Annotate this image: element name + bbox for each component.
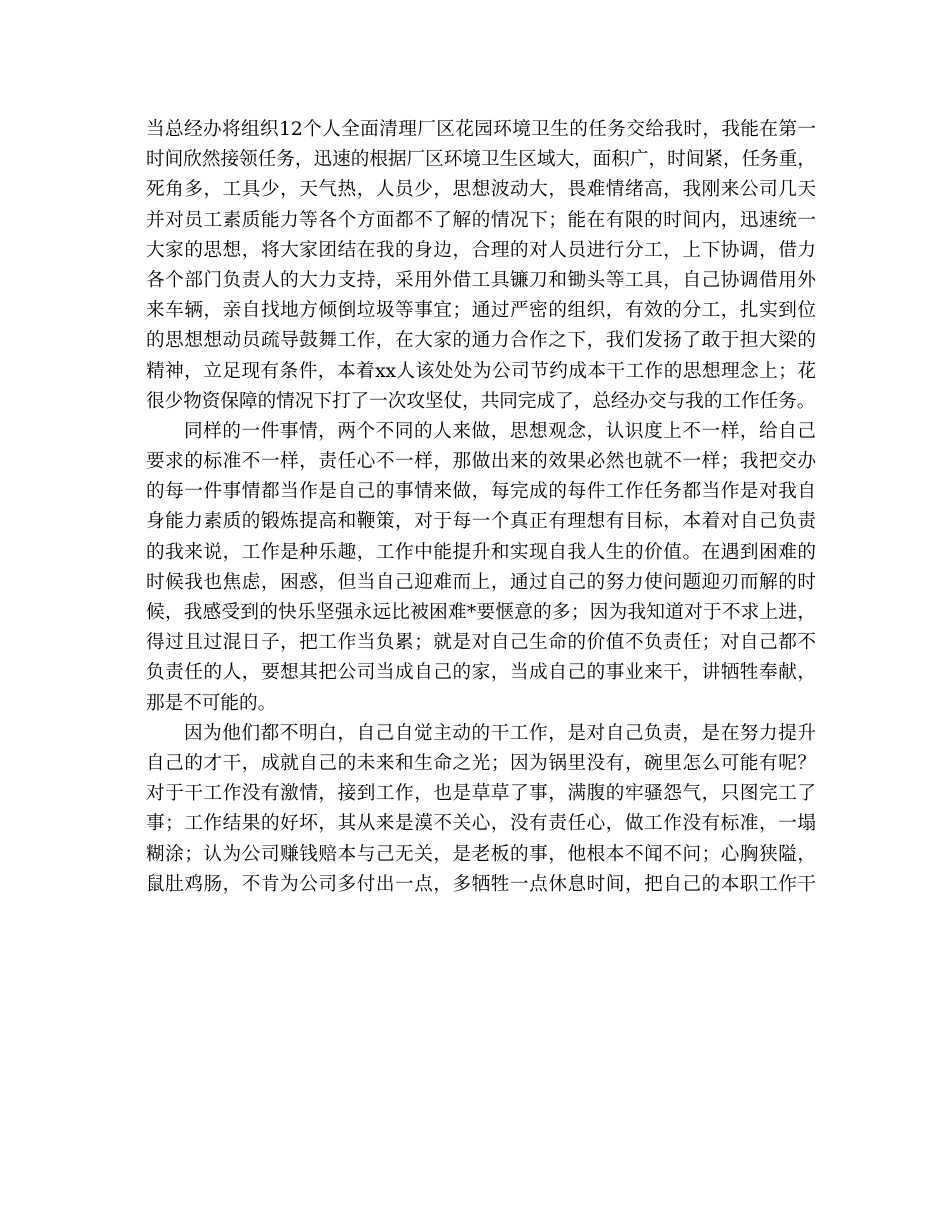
text-line: 并对员工素质能力等各个方面都不了解的情况下；能在有限的时间内，迅速统一 [146, 209, 816, 231]
text-line: 的每一件事情都当作是自己的事情来做，每完成的每件工作任务都当作是对我自 [146, 481, 816, 503]
paragraph-1 [146, 115, 816, 417]
text-line: 来车辆，亲自找地方倾倒垃圾等事宜；通过严密的组织，有效的分工，扎实到位 [146, 300, 816, 322]
text-line: 身能力素质的锻炼提高和鞭策，对于每一个真正有理想有目标，本着对自己负责 [146, 511, 816, 533]
text-line: 的我来说，工作是种乐趣，工作中能提升和实现自我人生的价值。在遇到困难的 [146, 541, 816, 563]
paragraph-3 [146, 719, 816, 900]
text-line: 自己的才干，成就自己的未来和生命之光；因为锅里没有，碗里怎么可能有呢？ [146, 752, 816, 774]
text-line: 死角多，工具少，天气热，人员少，思想波动大，畏难情绪高，我刚来公司几天 [146, 179, 816, 201]
text-line: 当总经办将组织12个人全面清理厂区花园环境卫生的任务交给我时，我能在第一 [146, 119, 816, 140]
text-line: 要求的标准不一样，责任心不一样，那做出来的效果必然也就不一样；我把交办 [146, 451, 816, 473]
text-line: 对于干工作没有激情，接到工作，也是草草了事，满腹的牢骚怨气，只图完工了 [146, 783, 816, 805]
text-line: 各个部门负责人的大力支持，采用外借工具镰刀和锄头等工具，自己协调借用外 [146, 269, 816, 291]
text-line: 很少物资保障的情况下打了一次攻坚仗，共同完成了，总经办交与我的工作任务。 [146, 390, 816, 412]
text-line: 的思想想动员疏导鼓舞工作，在大家的通力合作之下，我们发扬了敢于担大梁的 [146, 330, 816, 352]
text-line: 糊涂；认为公司赚钱赔本与己无关，是老板的事，他根本不闻不问；心胸狭隘， [146, 843, 816, 865]
text-line: 那是不可能的。 [146, 692, 277, 714]
text-line: 大家的思想，将大家团结在我的身边，合理的对人员进行分工，上下协调，借力 [146, 239, 816, 261]
text-line: 精神，立足现有条件，本着xx人该处处为公司节约成本干工作的思想理念上；花 [146, 360, 816, 382]
text-line: 时间欣然接领任务，迅速的根据厂区环境卫生区域大，面积广，时间紧，任务重， [146, 149, 816, 171]
body-text [146, 115, 816, 900]
text-line: 候，我感受到的快乐坚强永远比被困难*要惬意的多；因为我知道对于不求上进， [146, 602, 816, 623]
paragraph-2 [146, 417, 816, 719]
text-line: 因为他们都不明白，自己自觉主动的干工作，是对自己负责，是在努力提升 [184, 722, 816, 744]
text-line: 负责任的人，要想其把公司当成自己的家，当成自己的事业来干，讲牺牲奉献， [146, 662, 816, 684]
text-line: 事；工作结果的好坏，其从来是漠不关心，没有责任心，做工作没有标准，一塌 [146, 813, 816, 835]
text-line: 同样的一件事情，两个不同的人来做，思想观念，认识度上不一样，给自己 [184, 420, 816, 442]
text-line: 鼠肚鸡肠，不肯为公司多付出一点，多牺牲一点休息时间，把自己的本职工作干 [146, 873, 816, 895]
text-line: 得过且过混日子，把工作当负累；就是对自己生命的价值不负责任；对自己都不 [146, 632, 816, 654]
text-line: 时候我也焦虑，困惑，但当自己迎难而上，通过自己的努力使问题迎刃而解的时 [146, 571, 816, 593]
